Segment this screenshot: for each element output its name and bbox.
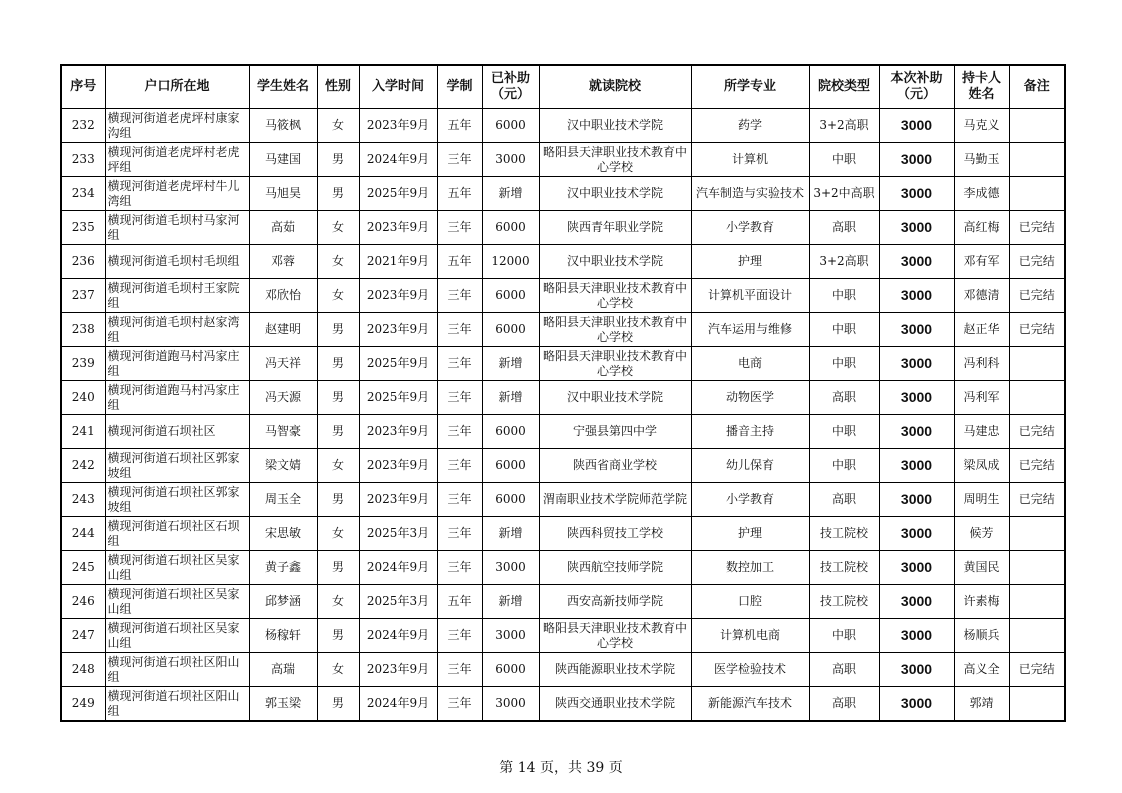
- cell-previous-subsidy: 6000: [482, 109, 539, 143]
- cell-previous-subsidy: 3000: [482, 687, 539, 722]
- cell-enrollment-date: 2023年9月: [359, 415, 437, 449]
- cell-household-location: 横现河街道跑马村冯家庄组: [105, 381, 249, 415]
- cell-major: 汽车运用与维修: [691, 313, 809, 347]
- cell-enrollment-date: 2025年9月: [359, 347, 437, 381]
- header-index: 序号: [61, 65, 105, 109]
- cell-school-type: 中职: [809, 619, 879, 653]
- cell-enrollment-date: 2023年9月: [359, 211, 437, 245]
- cell-school-type: 技工院校: [809, 585, 879, 619]
- cell-program-length: 三年: [437, 211, 482, 245]
- cell-school-type: 高职: [809, 381, 879, 415]
- header-cardholder-name: 持卡人姓名: [954, 65, 1009, 109]
- header-previous-subsidy: 已补助（元）: [482, 65, 539, 109]
- cell-school-type: 高职: [809, 687, 879, 722]
- cell-cardholder-name: 冯利科: [954, 347, 1009, 381]
- cell-index: 237: [61, 279, 105, 313]
- cell-school: 陕西科贸技工学校: [539, 517, 691, 551]
- cell-index: 236: [61, 245, 105, 279]
- cell-major: 数控加工: [691, 551, 809, 585]
- cell-gender: 女: [317, 653, 359, 687]
- cell-school-type: 技工院校: [809, 517, 879, 551]
- cell-remarks: [1009, 517, 1065, 551]
- cell-program-length: 五年: [437, 177, 482, 211]
- cell-program-length: 三年: [437, 279, 482, 313]
- cell-cardholder-name: 周明生: [954, 483, 1009, 517]
- cell-major: 护理: [691, 245, 809, 279]
- cell-student-name: 郭玉梁: [249, 687, 317, 722]
- cell-cardholder-name: 李成德: [954, 177, 1009, 211]
- cell-gender: 女: [317, 279, 359, 313]
- cell-gender: 男: [317, 415, 359, 449]
- cell-major: 幼儿保育: [691, 449, 809, 483]
- cell-program-length: 三年: [437, 619, 482, 653]
- cell-cardholder-name: 邓德清: [954, 279, 1009, 313]
- cell-household-location: 横现河街道老虎坪村老虎坪组: [105, 143, 249, 177]
- cell-remarks: [1009, 143, 1065, 177]
- cell-program-length: 三年: [437, 551, 482, 585]
- cell-remarks: 已完结: [1009, 211, 1065, 245]
- cell-gender: 女: [317, 109, 359, 143]
- table-row: [61, 483, 1065, 517]
- cell-major: 播音主持: [691, 415, 809, 449]
- cell-remarks: 已完结: [1009, 415, 1065, 449]
- cell-index: 243: [61, 483, 105, 517]
- table-row: [61, 619, 1065, 653]
- cell-school: 汉中职业技术学院: [539, 245, 691, 279]
- cell-current-subsidy: 3000: [879, 109, 954, 143]
- cell-major: 小学教育: [691, 211, 809, 245]
- cell-gender: 女: [317, 585, 359, 619]
- table-row: [61, 109, 1065, 143]
- cell-gender: 男: [317, 143, 359, 177]
- header-household-location: 户口所在地: [105, 65, 249, 109]
- cell-major: 汽车制造与实验技术: [691, 177, 809, 211]
- table-row: [61, 551, 1065, 585]
- page-footer: 第 14 页，共 39 页: [499, 760, 623, 776]
- cell-current-subsidy: 3000: [879, 211, 954, 245]
- cell-index: 245: [61, 551, 105, 585]
- cell-program-length: 五年: [437, 245, 482, 279]
- cell-remarks: [1009, 347, 1065, 381]
- table-header-row: [61, 65, 1065, 109]
- cell-gender: 男: [317, 313, 359, 347]
- cell-enrollment-date: 2024年9月: [359, 619, 437, 653]
- header-student-name: 学生姓名: [249, 65, 317, 109]
- cell-enrollment-date: 2025年3月: [359, 517, 437, 551]
- cell-enrollment-date: 2024年9月: [359, 143, 437, 177]
- cell-student-name: 梁文婧: [249, 449, 317, 483]
- cell-major: 护理: [691, 517, 809, 551]
- cell-index: 241: [61, 415, 105, 449]
- cell-enrollment-date: 2023年9月: [359, 653, 437, 687]
- cell-major: 计算机: [691, 143, 809, 177]
- cell-previous-subsidy: 新增: [482, 585, 539, 619]
- cell-program-length: 五年: [437, 109, 482, 143]
- cell-index: 239: [61, 347, 105, 381]
- cell-enrollment-date: 2024年9月: [359, 687, 437, 722]
- cell-remarks: [1009, 687, 1065, 722]
- cell-school-type: 3+2中高职: [809, 177, 879, 211]
- cell-remarks: [1009, 109, 1065, 143]
- cell-household-location: 横现河街道石坝社区吴家山组: [105, 619, 249, 653]
- header-school-type: 院校类型: [809, 65, 879, 109]
- cell-school-type: 中职: [809, 143, 879, 177]
- cell-major: 药学: [691, 109, 809, 143]
- table-row: [61, 245, 1065, 279]
- cell-current-subsidy: 3000: [879, 177, 954, 211]
- cell-gender: 女: [317, 211, 359, 245]
- cell-gender: 男: [317, 347, 359, 381]
- cell-previous-subsidy: 新增: [482, 381, 539, 415]
- cell-program-length: 三年: [437, 653, 482, 687]
- cell-school: 陕西能源职业技术学院: [539, 653, 691, 687]
- cell-previous-subsidy: 6000: [482, 415, 539, 449]
- cell-current-subsidy: 3000: [879, 415, 954, 449]
- cell-remarks: [1009, 381, 1065, 415]
- cell-household-location: 横现河街道毛坝村毛坝组: [105, 245, 249, 279]
- cell-school-type: 中职: [809, 347, 879, 381]
- cell-current-subsidy: 3000: [879, 279, 954, 313]
- cell-student-name: 黄子鑫: [249, 551, 317, 585]
- cell-school-type: 中职: [809, 449, 879, 483]
- cell-school: 宁强县第四中学: [539, 415, 691, 449]
- cell-index: 249: [61, 687, 105, 722]
- cell-current-subsidy: 3000: [879, 551, 954, 585]
- cell-gender: 男: [317, 687, 359, 722]
- cell-previous-subsidy: 12000: [482, 245, 539, 279]
- cell-major: 医学检验技术: [691, 653, 809, 687]
- cell-student-name: 马旭昊: [249, 177, 317, 211]
- cell-school-type: 高职: [809, 211, 879, 245]
- cell-cardholder-name: 邓有军: [954, 245, 1009, 279]
- cell-current-subsidy: 3000: [879, 347, 954, 381]
- header-program-length: 学制: [437, 65, 482, 109]
- cell-gender: 男: [317, 551, 359, 585]
- cell-program-length: 三年: [437, 143, 482, 177]
- cell-student-name: 赵建明: [249, 313, 317, 347]
- table-row: [61, 585, 1065, 619]
- cell-school: 略阳县天津职业技术教育中心学校: [539, 143, 691, 177]
- cell-household-location: 横现河街道石坝社区阳山组: [105, 687, 249, 722]
- cell-school: 陕西航空技师学院: [539, 551, 691, 585]
- cell-current-subsidy: 3000: [879, 449, 954, 483]
- cell-previous-subsidy: 6000: [482, 653, 539, 687]
- cell-current-subsidy: 3000: [879, 687, 954, 722]
- cell-enrollment-date: 2025年9月: [359, 177, 437, 211]
- cell-previous-subsidy: 6000: [482, 313, 539, 347]
- cell-school-type: 高职: [809, 653, 879, 687]
- cell-major: 新能源汽车技术: [691, 687, 809, 722]
- cell-remarks: 已完结: [1009, 483, 1065, 517]
- cell-previous-subsidy: 新增: [482, 347, 539, 381]
- cell-school: 汉中职业技术学院: [539, 177, 691, 211]
- cell-current-subsidy: 3000: [879, 245, 954, 279]
- cell-enrollment-date: 2023年9月: [359, 449, 437, 483]
- cell-remarks: [1009, 551, 1065, 585]
- cell-household-location: 横现河街道老虎坪村康家沟组: [105, 109, 249, 143]
- header-current-subsidy: 本次补助（元）: [879, 65, 954, 109]
- cell-index: 232: [61, 109, 105, 143]
- cell-student-name: 冯天祥: [249, 347, 317, 381]
- cell-major: 计算机平面设计: [691, 279, 809, 313]
- cell-index: 248: [61, 653, 105, 687]
- cell-school-type: 3+2高职: [809, 109, 879, 143]
- cell-school: 汉中职业技术学院: [539, 109, 691, 143]
- cell-cardholder-name: 候芳: [954, 517, 1009, 551]
- cell-student-name: 冯天源: [249, 381, 317, 415]
- table-body: [61, 109, 1065, 722]
- cell-household-location: 横现河街道石坝社区阳山组: [105, 653, 249, 687]
- cell-major: 计算机电商: [691, 619, 809, 653]
- cell-enrollment-date: 2023年9月: [359, 313, 437, 347]
- cell-school-type: 中职: [809, 415, 879, 449]
- cell-index: 238: [61, 313, 105, 347]
- table-row: [61, 381, 1065, 415]
- cell-remarks: 已完结: [1009, 279, 1065, 313]
- cell-enrollment-date: 2023年9月: [359, 109, 437, 143]
- cell-student-name: 周玉全: [249, 483, 317, 517]
- cell-enrollment-date: 2025年3月: [359, 585, 437, 619]
- cell-index: 234: [61, 177, 105, 211]
- table-row: [61, 415, 1065, 449]
- table-row: [61, 211, 1065, 245]
- cell-cardholder-name: 马建忠: [954, 415, 1009, 449]
- cell-school-type: 高职: [809, 483, 879, 517]
- cell-remarks: 已完结: [1009, 449, 1065, 483]
- cell-household-location: 横现河街道石坝社区吴家山组: [105, 551, 249, 585]
- cell-index: 247: [61, 619, 105, 653]
- header-gender: 性别: [317, 65, 359, 109]
- cell-major: 口腔: [691, 585, 809, 619]
- cell-current-subsidy: 3000: [879, 483, 954, 517]
- cell-index: 235: [61, 211, 105, 245]
- cell-household-location: 横现河街道石坝社区石坝组: [105, 517, 249, 551]
- cell-current-subsidy: 3000: [879, 517, 954, 551]
- header-enrollment-date: 入学时间: [359, 65, 437, 109]
- cell-student-name: 马智豪: [249, 415, 317, 449]
- cell-household-location: 横现河街道石坝社区郭家坡组: [105, 449, 249, 483]
- cell-school: 陕西交通职业技术学院: [539, 687, 691, 722]
- cell-index: 240: [61, 381, 105, 415]
- cell-current-subsidy: 3000: [879, 313, 954, 347]
- cell-gender: 女: [317, 449, 359, 483]
- table-row: [61, 177, 1065, 211]
- cell-school: 陕西青年职业学院: [539, 211, 691, 245]
- cell-household-location: 横现河街道石坝社区: [105, 415, 249, 449]
- cell-school-type: 中职: [809, 279, 879, 313]
- cell-program-length: 三年: [437, 381, 482, 415]
- cell-major: 动物医学: [691, 381, 809, 415]
- header-school: 就读院校: [539, 65, 691, 109]
- table-row: [61, 653, 1065, 687]
- cell-household-location: 横现河街道毛坝村马家河组: [105, 211, 249, 245]
- cell-enrollment-date: 2021年9月: [359, 245, 437, 279]
- cell-school: 渭南职业技术学院师范学院: [539, 483, 691, 517]
- table-row: [61, 449, 1065, 483]
- table-row: [61, 313, 1065, 347]
- cell-gender: 女: [317, 517, 359, 551]
- cell-household-location: 横现河街道毛坝村王家院组: [105, 279, 249, 313]
- cell-cardholder-name: 黄国民: [954, 551, 1009, 585]
- cell-previous-subsidy: 6000: [482, 211, 539, 245]
- cell-school: 汉中职业技术学院: [539, 381, 691, 415]
- cell-school: 略阳县天津职业技术教育中心学校: [539, 279, 691, 313]
- cell-student-name: 高茹: [249, 211, 317, 245]
- cell-household-location: 横现河街道石坝社区郭家坡组: [105, 483, 249, 517]
- cell-previous-subsidy: 新增: [482, 177, 539, 211]
- cell-student-name: 高瑞: [249, 653, 317, 687]
- cell-household-location: 横现河街道跑马村冯家庄组: [105, 347, 249, 381]
- cell-cardholder-name: 赵正华: [954, 313, 1009, 347]
- cell-school-type: 中职: [809, 313, 879, 347]
- cell-program-length: 三年: [437, 687, 482, 722]
- cell-enrollment-date: 2023年9月: [359, 279, 437, 313]
- header-major: 所学专业: [691, 65, 809, 109]
- cell-school: 略阳县天津职业技术教育中心学校: [539, 619, 691, 653]
- cell-program-length: 三年: [437, 449, 482, 483]
- table-row: [61, 687, 1065, 722]
- cell-school: 西安高新技师学院: [539, 585, 691, 619]
- cell-cardholder-name: 梁凤成: [954, 449, 1009, 483]
- cell-program-length: 三年: [437, 483, 482, 517]
- cell-remarks: 已完结: [1009, 245, 1065, 279]
- cell-enrollment-date: 2025年9月: [359, 381, 437, 415]
- cell-school: 略阳县天津职业技术教育中心学校: [539, 313, 691, 347]
- cell-student-name: 邓欣怡: [249, 279, 317, 313]
- subsidy-table: [60, 64, 1066, 722]
- cell-student-name: 马建国: [249, 143, 317, 177]
- cell-program-length: 三年: [437, 313, 482, 347]
- cell-cardholder-name: 冯利军: [954, 381, 1009, 415]
- cell-school-type: 3+2高职: [809, 245, 879, 279]
- cell-previous-subsidy: 6000: [482, 449, 539, 483]
- cell-previous-subsidy: 6000: [482, 483, 539, 517]
- cell-remarks: 已完结: [1009, 313, 1065, 347]
- cell-gender: 男: [317, 483, 359, 517]
- cell-cardholder-name: 马勤玉: [954, 143, 1009, 177]
- cell-enrollment-date: 2023年9月: [359, 483, 437, 517]
- cell-previous-subsidy: 新增: [482, 517, 539, 551]
- cell-current-subsidy: 3000: [879, 653, 954, 687]
- cell-cardholder-name: 郭靖: [954, 687, 1009, 722]
- table-row: [61, 279, 1065, 313]
- cell-cardholder-name: 马克义: [954, 109, 1009, 143]
- cell-previous-subsidy: 3000: [482, 551, 539, 585]
- cell-remarks: [1009, 585, 1065, 619]
- cell-enrollment-date: 2024年9月: [359, 551, 437, 585]
- cell-previous-subsidy: 3000: [482, 143, 539, 177]
- cell-gender: 男: [317, 381, 359, 415]
- cell-student-name: 马筱枫: [249, 109, 317, 143]
- cell-household-location: 横现河街道毛坝村赵家湾组: [105, 313, 249, 347]
- cell-student-name: 邱梦涵: [249, 585, 317, 619]
- table-row: [61, 143, 1065, 177]
- cell-current-subsidy: 3000: [879, 143, 954, 177]
- cell-gender: 男: [317, 619, 359, 653]
- table-row: [61, 517, 1065, 551]
- header-remarks: 备注: [1009, 65, 1065, 109]
- cell-household-location: 横现河街道老虎坪村牛儿湾组: [105, 177, 249, 211]
- cell-current-subsidy: 3000: [879, 381, 954, 415]
- cell-cardholder-name: 许素梅: [954, 585, 1009, 619]
- cell-major: 电商: [691, 347, 809, 381]
- cell-remarks: 已完结: [1009, 653, 1065, 687]
- cell-cardholder-name: 高义全: [954, 653, 1009, 687]
- cell-current-subsidy: 3000: [879, 585, 954, 619]
- cell-remarks: [1009, 619, 1065, 653]
- cell-program-length: 五年: [437, 585, 482, 619]
- cell-school: 陕西省商业学校: [539, 449, 691, 483]
- table-row: [61, 347, 1065, 381]
- cell-index: 233: [61, 143, 105, 177]
- cell-major: 小学教育: [691, 483, 809, 517]
- cell-index: 246: [61, 585, 105, 619]
- cell-program-length: 三年: [437, 517, 482, 551]
- cell-program-length: 三年: [437, 415, 482, 449]
- cell-previous-subsidy: 6000: [482, 279, 539, 313]
- cell-household-location: 横现河街道石坝社区吴家山组: [105, 585, 249, 619]
- cell-previous-subsidy: 3000: [482, 619, 539, 653]
- cell-index: 242: [61, 449, 105, 483]
- cell-student-name: 邓蓉: [249, 245, 317, 279]
- cell-program-length: 三年: [437, 347, 482, 381]
- cell-school-type: 技工院校: [809, 551, 879, 585]
- cell-cardholder-name: 杨顺兵: [954, 619, 1009, 653]
- cell-gender: 男: [317, 177, 359, 211]
- cell-student-name: 杨稼轩: [249, 619, 317, 653]
- cell-gender: 女: [317, 245, 359, 279]
- cell-remarks: [1009, 177, 1065, 211]
- cell-student-name: 宋思敏: [249, 517, 317, 551]
- cell-cardholder-name: 高红梅: [954, 211, 1009, 245]
- cell-school: 略阳县天津职业技术教育中心学校: [539, 347, 691, 381]
- cell-index: 244: [61, 517, 105, 551]
- cell-current-subsidy: 3000: [879, 619, 954, 653]
